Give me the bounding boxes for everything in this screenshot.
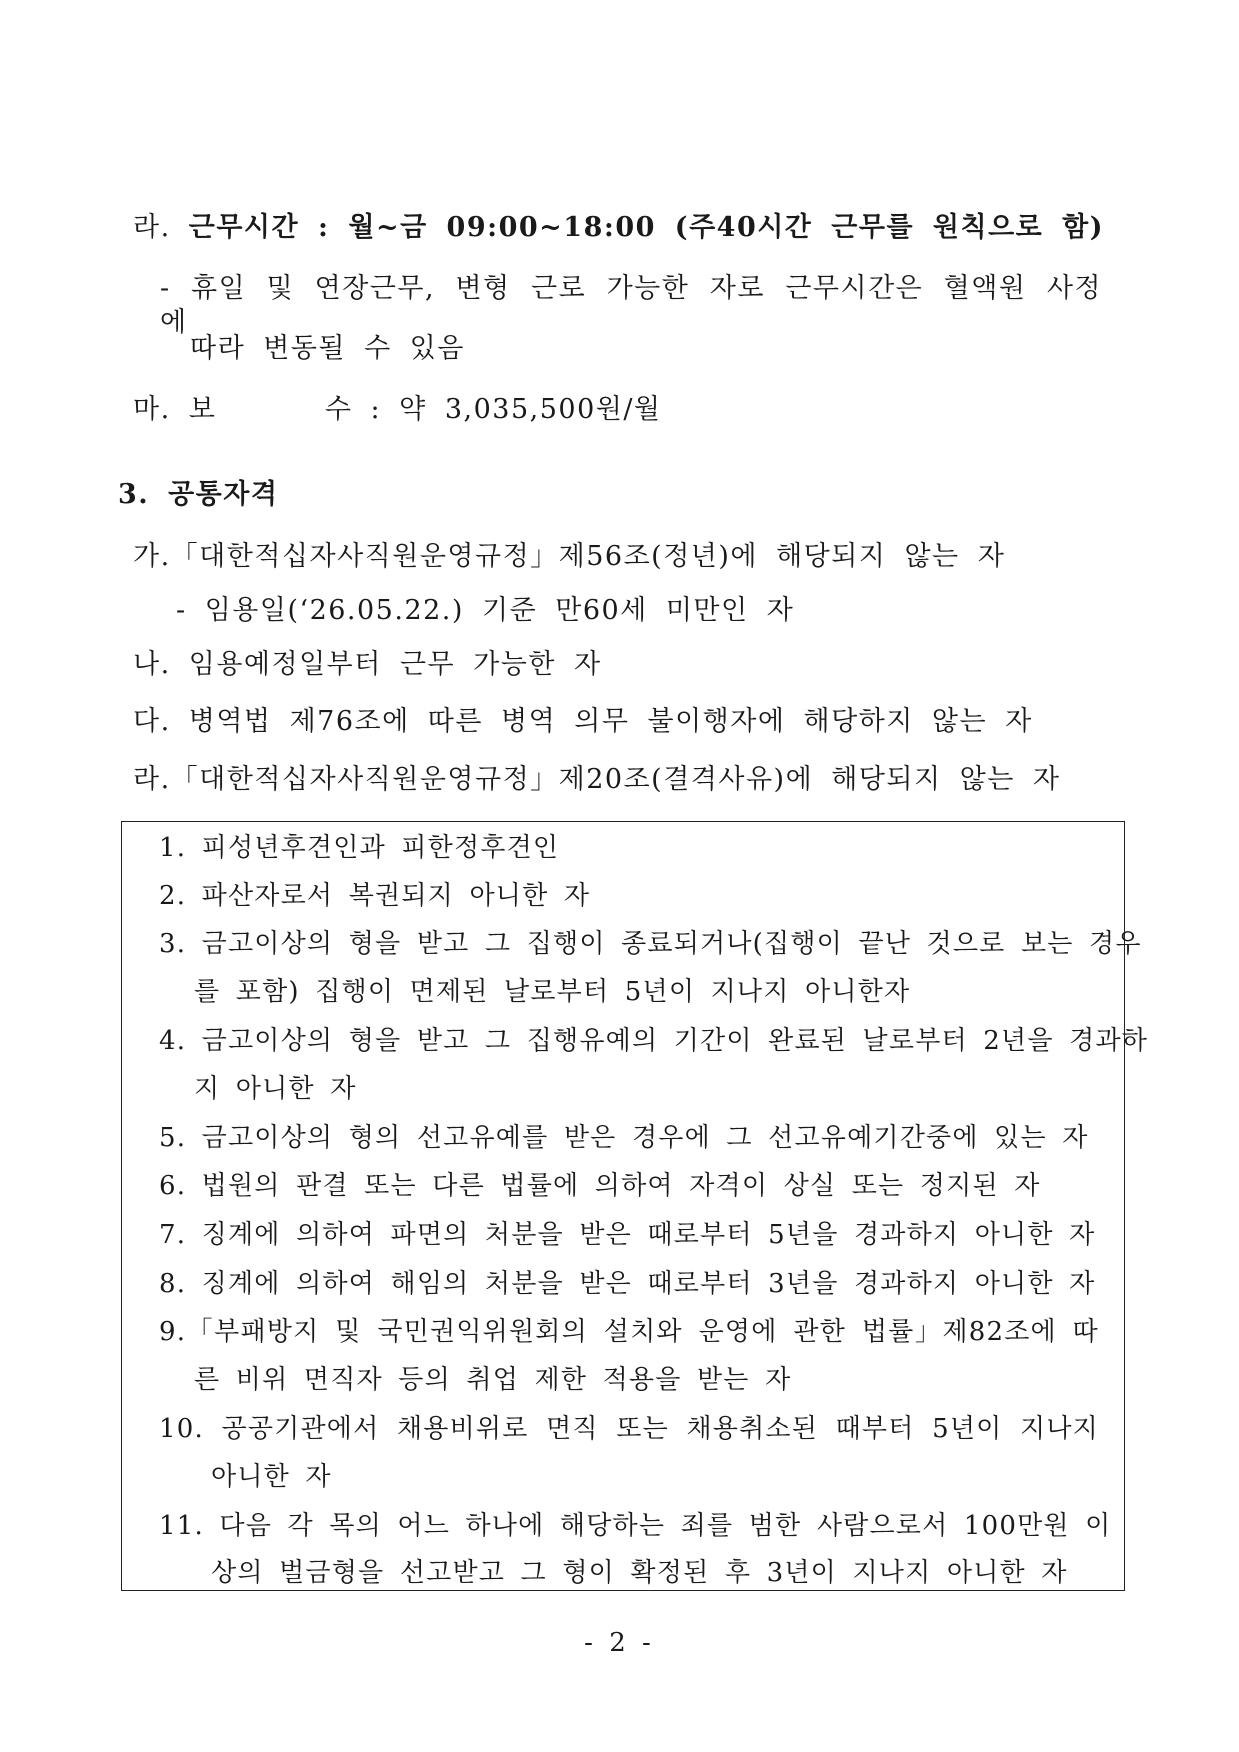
working-hours-text: 근무시간 : 월~금 09:00~18:00 (주40시간 근무를 원칙으로 함) [188,212,1105,243]
qualification-ga: 가.「대한적십자사직원운영규정」제56조(정년)에 해당되지 않는 자 [133,541,1006,572]
disqualification-item-continuation: 상의 벌금형을 선고받고 그 형이 확정된 후 3년이 지나지 아니한 자 [211,1558,1068,1588]
disqualification-item: 4. 금고이상의 형을 받고 그 집행유예의 기간이 완료된 날로부터 2년을 경과하 [159,1026,1149,1056]
working-hours-prefix: 라. [133,212,171,243]
disqualification-item: 7. 징계에 의하여 파면의 처분을 받은 때로부터 5년을 경과하지 아니한 자 [159,1220,1096,1250]
disqualification-item: 8. 징계에 의하여 해임의 처분을 받은 때로부터 3년을 경과하지 아니한 자 [159,1269,1096,1299]
disqualification-box [121,821,1149,1591]
disqualification-item-continuation: 지 아니한 자 [194,1074,357,1104]
page-number: - 2 - [584,1628,655,1658]
disqualification-item: 6. 법원의 판결 또는 다른 법률에 의하여 자격이 상실 또는 정지된 자 [159,1171,1041,1201]
disqualification-item: 3. 금고이상의 형을 받고 그 집행이 종료되거나(집행이 끝난 것으로 보는 경우 [159,929,1142,959]
disqualification-item-continuation: 아니한 자 [211,1462,332,1492]
working-hours-note-line2: 따라 변동될 수 있음 [190,333,465,364]
working-hours-note-line1: - 휴일 및 연장근무, 변형 근로 가능한 자로 근무시간은 혈액원 사정에 [160,273,1102,338]
qualification-da: 다. 병역법 제76조에 따른 병역 의무 불이행자에 해당하지 않는 자 [133,706,1033,737]
disqualification-item: 1. 피성년후견인과 피한정후견인 [159,833,560,863]
disqualification-item-continuation: 른 비위 면직자 등의 취업 제한 적용을 받는 자 [194,1365,792,1395]
section3-heading: 3. 공통자격 [118,479,279,510]
disqualification-item: 11. 다음 각 목의 어느 하나에 해당하는 죄를 범한 사람으로서 100만원 이 [159,1511,1112,1541]
disqualification-item: 9.「부패방지 및 국민권익위원회의 설치와 운영에 관한 법률」제82조에 따 [159,1317,1099,1347]
qualification-na: 나. 임용예정일부터 근무 가능한 자 [133,649,602,680]
disqualification-item: 5. 금고이상의 형의 선고유예를 받은 경우에 그 선고유예기간중에 있는 자 [159,1123,1089,1153]
pay-line: 마. 보 수 : 약 3,035,500원/월 [133,394,662,425]
qualification-ga-note: - 임용일(‘26.05.22.) 기준 만60세 미만인 자 [176,595,795,626]
working-hours-line [133,211,1104,245]
disqualification-item-continuation: 를 포함) 집행이 면제된 날로부터 5년이 지나지 아니한자 [194,977,911,1007]
qualification-ra: 라.「대한적십자사직원운영규정」제20조(결격사유)에 해당되지 않는 자 [133,764,1061,795]
disqualification-item: 2. 파산자로서 복권되지 아니한 자 [159,881,591,911]
disqualification-item: 10. 공공기관에서 채용비위로 면직 또는 채용취소된 때부터 5년이 지나지 [159,1414,1099,1444]
